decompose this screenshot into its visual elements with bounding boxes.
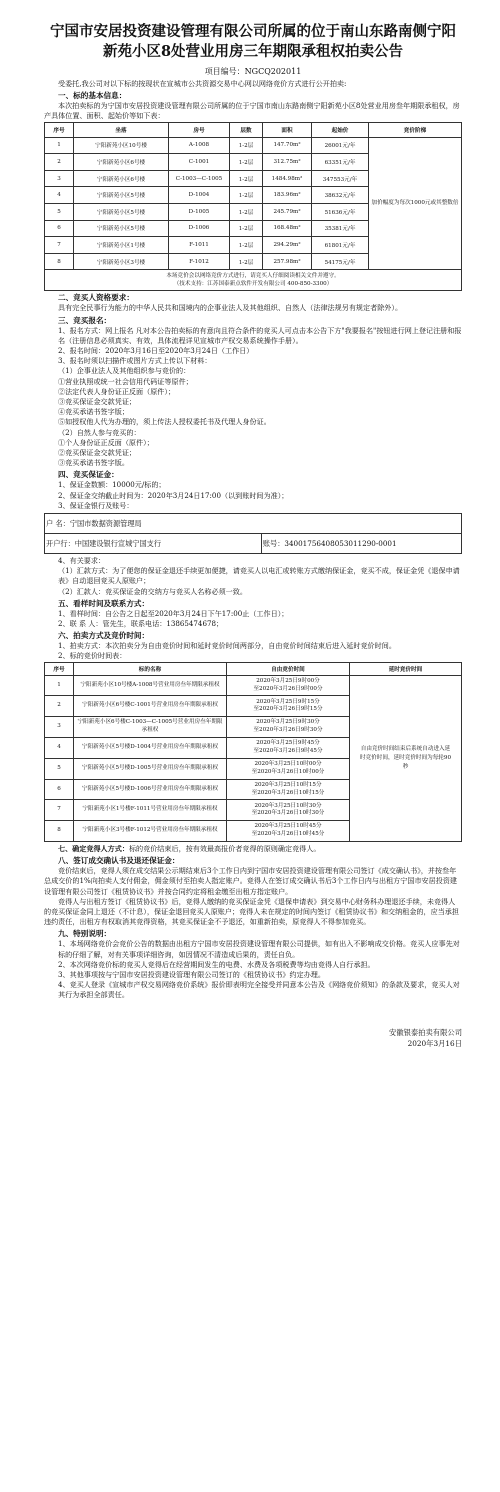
free-bid-time-cell bbox=[227, 800, 350, 821]
table-cell: C-1001 bbox=[169, 154, 230, 171]
signature-company: 安徽银泰拍卖有限公司 bbox=[389, 1027, 462, 1037]
table-note-line-1: 本场竞价会以网络竞价方式进行，请竞买人仔细阅读相关文件并遵守。 bbox=[166, 273, 340, 280]
table-cell: 宁阳新苑小区1号楼 bbox=[74, 237, 169, 254]
section-4-list bbox=[44, 480, 462, 511]
table-cell: 1-2层 bbox=[230, 220, 263, 237]
table-cell: 1-2层 bbox=[230, 253, 263, 270]
table-cell: 5 bbox=[45, 758, 74, 779]
free-bid-time-cell bbox=[227, 779, 350, 800]
section-4-requirements bbox=[44, 556, 462, 597]
bank-account-table bbox=[44, 513, 462, 554]
table-cell: 1-2层 bbox=[230, 170, 263, 187]
table-note-line-2: （技术支持：江苏国泰新点软件开发有限公司 400-850-3300） bbox=[173, 281, 333, 288]
table-cell: 38632元/年 bbox=[312, 187, 369, 204]
free-bid-start: 2020年3月25日10时30分 bbox=[254, 802, 322, 809]
table-cell: 宁阳新苑小区6号楼 bbox=[74, 154, 169, 171]
table-cell: 168.48m² bbox=[263, 220, 312, 237]
col-header-free-time: 自由竞价时间 bbox=[227, 662, 350, 675]
table-cell: 5 bbox=[45, 203, 74, 220]
table-cell: 147.70m² bbox=[263, 137, 312, 154]
deposit-requirement: （1）汇款方式：为了便您的保证金退还手续更加便捷，请竞买人以电汇或转账方式缴纳保证金，竞买不成，保证金凭《退保申请表》自动退回竞买人原账户； bbox=[58, 566, 460, 586]
table-cell: 35381元/年 bbox=[312, 220, 369, 237]
registration-item: ②竞买保证金交款凭证； bbox=[58, 448, 137, 457]
section-2-text: 具有完全民事行为能力的中华人民共和国境内的企事业法人及其他组织、自然人（法律法规另有规定者除外）。 bbox=[58, 303, 403, 313]
table-cell: 63351元/年 bbox=[312, 154, 369, 171]
table-cell: 8 bbox=[45, 253, 74, 270]
section-3-heading: 三、竞买报名： bbox=[58, 315, 112, 325]
free-bid-start: 2020年3月25日10时15分 bbox=[254, 781, 322, 788]
table-cell: 宁阳新苑小区5号楼 bbox=[74, 203, 169, 220]
confirmation-paragraph: 竞得人与出租方签订《租赁协议书》后，竞得人缴纳的竞买保证金凭《退保申请表》到交易中心财务科办理退还手续，未竞得人的竞买保证金同上退还（不计息），保证金退回竞买人原账户；竞得人未在规定的时间内签订《租赁协议书》和交纳租金的，应当承担违约责任，出租方有权取消其竞得资格，其竞买保证金不予退还，如重新拍卖，原竞得人不得参加竞买。 bbox=[44, 896, 459, 927]
property-table bbox=[44, 122, 462, 292]
registration-item: ①个人身份证正反面（原件）； bbox=[58, 437, 154, 447]
section-5-heading: 五、看样时间及联系方式： bbox=[58, 598, 150, 608]
table-cell: C-1003—C-1005 bbox=[169, 170, 230, 187]
col-header-no: 序号 bbox=[45, 122, 74, 137]
table-cell: 3 bbox=[45, 170, 74, 187]
table-cell: D-1005 bbox=[169, 203, 230, 220]
registration-item: ⑤如授权他人代为办理的，须上传法人授权委托书及代理人身份证。 bbox=[58, 417, 271, 427]
free-bid-start: 2020年3月25日9时15分 bbox=[256, 698, 320, 705]
table-cell: 宁阳新苑小区3号楼 bbox=[74, 253, 169, 270]
table-cell: 宁阳新苑小区6号楼C-1001号营业用房叁年期限承租权 bbox=[74, 696, 227, 717]
table-cell: 1-2层 bbox=[230, 237, 263, 254]
col-header-ladder: 竞价阶梯 bbox=[369, 122, 462, 137]
table-cell: 4 bbox=[45, 738, 74, 759]
signature-date: 2020年3月16日 bbox=[407, 1038, 462, 1048]
table-cell: F-1011 bbox=[169, 237, 230, 254]
page-title: 宁国市安居投资建设管理有限公司所属的位于南山东路南侧宁阳新苑小区8处营业用房三年期限承租权拍卖公告 bbox=[50, 23, 456, 60]
section-8-heading: 八、签订成交确认书及退还保证金： bbox=[58, 856, 180, 866]
deposit-item: 1、保证金数额：10000元/标的； bbox=[58, 480, 166, 490]
table-cell: 6 bbox=[45, 779, 74, 800]
free-bid-time-cell bbox=[227, 758, 350, 779]
price-ladder-cell: 加价幅度为每次1000元或其整数倍 bbox=[369, 137, 462, 270]
table-cell: 294.29m² bbox=[263, 237, 312, 254]
table-cell: 宁阳新苑小区10号楼 bbox=[74, 137, 169, 154]
account-number: 账号：34001756408053011290-0001 bbox=[261, 534, 461, 554]
table-cell: 宁阳新苑小区5号楼D-1004号营业用房叁年期限承租权 bbox=[74, 738, 227, 759]
registration-item: （2）自然人参与竞买的： bbox=[58, 427, 141, 437]
table-cell: 1484.98m² bbox=[263, 170, 312, 187]
table-cell: 宁阳新苑小区5号楼 bbox=[74, 220, 169, 237]
section-6-heading: 六、拍卖方式及竞价时间： bbox=[58, 631, 150, 641]
section-9-heading: 九、特别说明： bbox=[58, 929, 112, 939]
free-bid-end: 至2020年3月26日10时15分 bbox=[251, 789, 325, 796]
deposit-item: 3、保证金银行及账号： bbox=[58, 500, 134, 510]
table-cell: 51636元/年 bbox=[312, 203, 369, 220]
registration-item: ③竞买承诺书签字版。 bbox=[58, 458, 129, 468]
table-cell: D-1004 bbox=[169, 187, 230, 204]
table-cell: 宁阳新苑小区5号楼D-1006号营业用房叁年期限承租权 bbox=[74, 779, 227, 800]
section-7-text: 标的竞价结束后，按有效最高报价者竞得的原则确定竞得人。 bbox=[128, 844, 321, 854]
col-header-room: 房号 bbox=[169, 122, 230, 137]
viewing-item: 1、看样时间：自公告之日起至2020年3月24日下午17:00止（工作日）； bbox=[58, 608, 289, 618]
table-cell: 183.96m² bbox=[263, 187, 312, 204]
free-bid-time-cell bbox=[227, 821, 350, 842]
free-bid-start: 2020年3月25日9时45分 bbox=[256, 740, 320, 747]
free-bid-time-cell bbox=[227, 738, 350, 759]
free-bid-time-cell bbox=[227, 675, 350, 696]
special-note-item: 4、竞买人登录《宣城市产权交易网络竞价系统》报价即表明完全接受并同意本公告及《网络竞价须知》的条款及要求，竞买人对其行为承担全部责任。 bbox=[58, 980, 460, 1000]
table-cell: 4 bbox=[45, 187, 74, 204]
table-cell: 宁阳新苑小区6号楼C-1003—C-1005号营业用房叁年期限承租权 bbox=[74, 717, 227, 738]
deposit-requirement: （2）汇款人：竞买保证金的交纳方与竞买人名称必须一致。 bbox=[58, 586, 247, 596]
confirmation-paragraph: 竞价结束后，竞得人须在成交结果公示期结束后3个工作日内到宁国市安居投资建设管理有限公司签订《成交确认书》，并按叁年总成交价的1%向拍卖人支付佣金，佣金须付至拍卖人指定账户。竞得人在签订成交确认书后3个工作日内与出租方宁国市安居投资建设管理有限公司签订《租赁协议书》并按合同约定将租金缴至出租方指定账户。 bbox=[44, 866, 458, 896]
table-cell: 6 bbox=[45, 220, 74, 237]
section-8-list bbox=[44, 866, 462, 927]
registration-item: （1）企事业法人及其他组织参与竞价的： bbox=[58, 366, 191, 376]
section-9-list bbox=[44, 939, 462, 1000]
table-row bbox=[45, 675, 462, 696]
table-cell: 宁阳新苑小区5号楼D-1005号营业用房叁年期限承租权 bbox=[74, 758, 227, 779]
free-bid-start: 2020年3月25日10时45分 bbox=[254, 823, 322, 830]
viewing-item: 2、联 系 人：管先生，联系电话：13865474678； bbox=[58, 619, 224, 629]
deposit-item: 2、保证金交纳截止时间为：2020年3月24日17:00（以到账时间为准）； bbox=[58, 490, 289, 500]
table-cell: 312.75m² bbox=[263, 154, 312, 171]
section-2-heading: 二、竞买人资格要求： bbox=[58, 293, 134, 303]
free-bid-end: 至2020年3月26日10时00分 bbox=[251, 768, 325, 775]
table-cell: 1-2层 bbox=[230, 137, 263, 154]
table-cell: 347553元/年 bbox=[312, 170, 369, 187]
free-bid-start: 2020年3月25日9时30分 bbox=[256, 719, 320, 726]
table-cell: 2 bbox=[45, 696, 74, 717]
table-cell: 54175元/年 bbox=[312, 253, 369, 270]
registration-item: 3、报名时须以扫描件或图片方式上传以下材料： bbox=[58, 356, 212, 366]
free-bid-end: 至2020年3月26日10时30分 bbox=[251, 810, 325, 817]
free-bid-time-cell bbox=[227, 717, 350, 738]
free-bid-end: 至2020年3月26日9时15分 bbox=[253, 706, 323, 713]
table-cell: F-1012 bbox=[169, 253, 230, 270]
auction-method-item: 2、标的竞价时间表： bbox=[58, 651, 127, 661]
special-note-item: 3、其他事项按与宁国市安居投资建设管理有限公司签订的《租赁协议书》约定办理。 bbox=[58, 970, 325, 980]
table-cell: 7 bbox=[45, 800, 74, 821]
registration-item: 2、报名时间：2020年3月16日至2020年3月24日（工作日） bbox=[58, 345, 254, 355]
table-cell: 8 bbox=[45, 821, 74, 842]
col-header-price: 起始价 bbox=[312, 122, 369, 137]
table-cell: 宁阳新苑小区10号楼A-1008号营业用房叁年期限承租权 bbox=[74, 675, 227, 696]
delay-bid-cell: 自由竞价时间结束后系统自动进入延时竞价时间，延时竞价时间为每轮90秒 bbox=[350, 675, 462, 841]
section-6-list bbox=[44, 641, 462, 661]
table-cell: 61801元/年 bbox=[312, 237, 369, 254]
table-row bbox=[45, 137, 462, 154]
table-cell: 宁阳新苑小区1号楼F-1011号营业用房叁年期限承租权 bbox=[74, 800, 227, 821]
table-cell: 7 bbox=[45, 237, 74, 254]
col-header-area: 面积 bbox=[263, 122, 312, 137]
free-bid-end: 至2020年3月26日9时45分 bbox=[253, 747, 323, 754]
table-cell: 245.79m² bbox=[263, 203, 312, 220]
table-cell: 1 bbox=[45, 675, 74, 696]
free-bid-time-cell bbox=[227, 696, 350, 717]
bank-name: 开户行：中国建设银行宣城宁国支行 bbox=[45, 534, 262, 554]
deposit-requirement: 4、有关要求： bbox=[58, 556, 106, 566]
free-bid-end: 至2020年3月26日10时45分 bbox=[251, 831, 325, 838]
col-header-floors: 层数 bbox=[230, 122, 263, 137]
table-cell: D-1006 bbox=[169, 220, 230, 237]
table-cell: 257.98m² bbox=[263, 253, 312, 270]
account-name: 户 名：宁国市数据资源管理局 bbox=[45, 514, 462, 534]
free-bid-start: 2020年3月25日9时00分 bbox=[256, 677, 320, 684]
registration-item: ④竞买承诺书签字版； bbox=[58, 407, 129, 417]
intro-text: 受委托,我公司对以下标的按现状在宣城市公共资源交易中心网以网络竞价方式进行公开拍卖: bbox=[58, 79, 347, 88]
table-cell: A-1008 bbox=[169, 137, 230, 154]
table-cell: 2 bbox=[45, 154, 74, 171]
bidding-schedule-table bbox=[44, 662, 462, 842]
table-cell: 3 bbox=[45, 717, 74, 738]
table-cell: 宁阳新苑小区3号楼F-1012号营业用房叁年期限承租权 bbox=[74, 821, 227, 842]
col-header-location: 坐落 bbox=[74, 122, 169, 137]
col-header-delay-time: 延时竞价时间 bbox=[350, 662, 462, 675]
free-bid-end: 至2020年3月26日9时30分 bbox=[253, 727, 323, 734]
free-bid-end: 至2020年3月26日9时00分 bbox=[253, 685, 323, 692]
table-cell: 1-2层 bbox=[230, 203, 263, 220]
table-note bbox=[45, 270, 462, 291]
auction-method-item: 1、拍卖方式：本次拍卖分为自由竞价时间和延时竞价时间两部分，自由竞价时间结束后进入延时竞价时间。 bbox=[58, 641, 396, 651]
section-3-list bbox=[44, 326, 462, 469]
section-7-heading: 七、确定竞得人方式： bbox=[58, 844, 129, 854]
col-header-lot-name: 标的名称 bbox=[74, 662, 227, 675]
registration-item: ③竞买保证金交款凭证； bbox=[58, 396, 137, 406]
section-7 bbox=[58, 844, 462, 854]
registration-item: ①营业执照或统一社会信用代码证等原件； bbox=[58, 376, 193, 386]
free-bid-start: 2020年3月25日10时00分 bbox=[254, 760, 322, 767]
section-1-heading: 一、标的基本信息： bbox=[58, 91, 127, 101]
section-5-list bbox=[44, 609, 462, 629]
special-note-item: 2、本次网络竞价标的竞买人竞得后在经营期间发生的电费、水费及各项税费等均由竞得人自行承担。 bbox=[58, 959, 375, 969]
table-cell: 宁阳新苑小区6号楼 bbox=[74, 170, 169, 187]
registration-item: 1、报名方式：网上报名 凡对本公告拍卖标的有意向且符合条件的竞买人可点击本公告下方"我要报名"按钮进行网上登记注册和报名（注册信息必须真实、有效，具体流程详见宣城市产权交易系统操作手册）。 bbox=[58, 325, 462, 345]
section-1-text: 本次拍卖标的为宁国市安居投资建设管理有限公司所属的位于宁国市南山东路南侧宁阳新苑小区8处营业用房叁年期限承租权，房产具体位置、面积、起始价等如下表： bbox=[44, 101, 460, 121]
table-cell: 26001元/年 bbox=[312, 137, 369, 154]
table-cell: 1-2层 bbox=[230, 154, 263, 171]
section-4-heading: 四、竞买保证金： bbox=[58, 470, 119, 480]
special-note-item: 1、本场网络竞价会竞价公告的数据由出租方宁国市安居投资建设管理有限公司提供，如有出入不影响成交价格。竞买人应事先对标的仔细了解，对有关事项详细咨询，如因情况不清造成后果的，责任自负。 bbox=[58, 939, 460, 959]
col-header-no: 序号 bbox=[45, 662, 74, 675]
registration-item: ②法定代表人身份证正反面（原件）； bbox=[58, 386, 176, 396]
table-cell: 1 bbox=[45, 137, 74, 154]
project-number: 项目编号：NGCQ202011 bbox=[204, 67, 302, 76]
table-cell: 宁阳新苑小区5号楼 bbox=[74, 187, 169, 204]
table-cell: 1-2层 bbox=[230, 187, 263, 204]
